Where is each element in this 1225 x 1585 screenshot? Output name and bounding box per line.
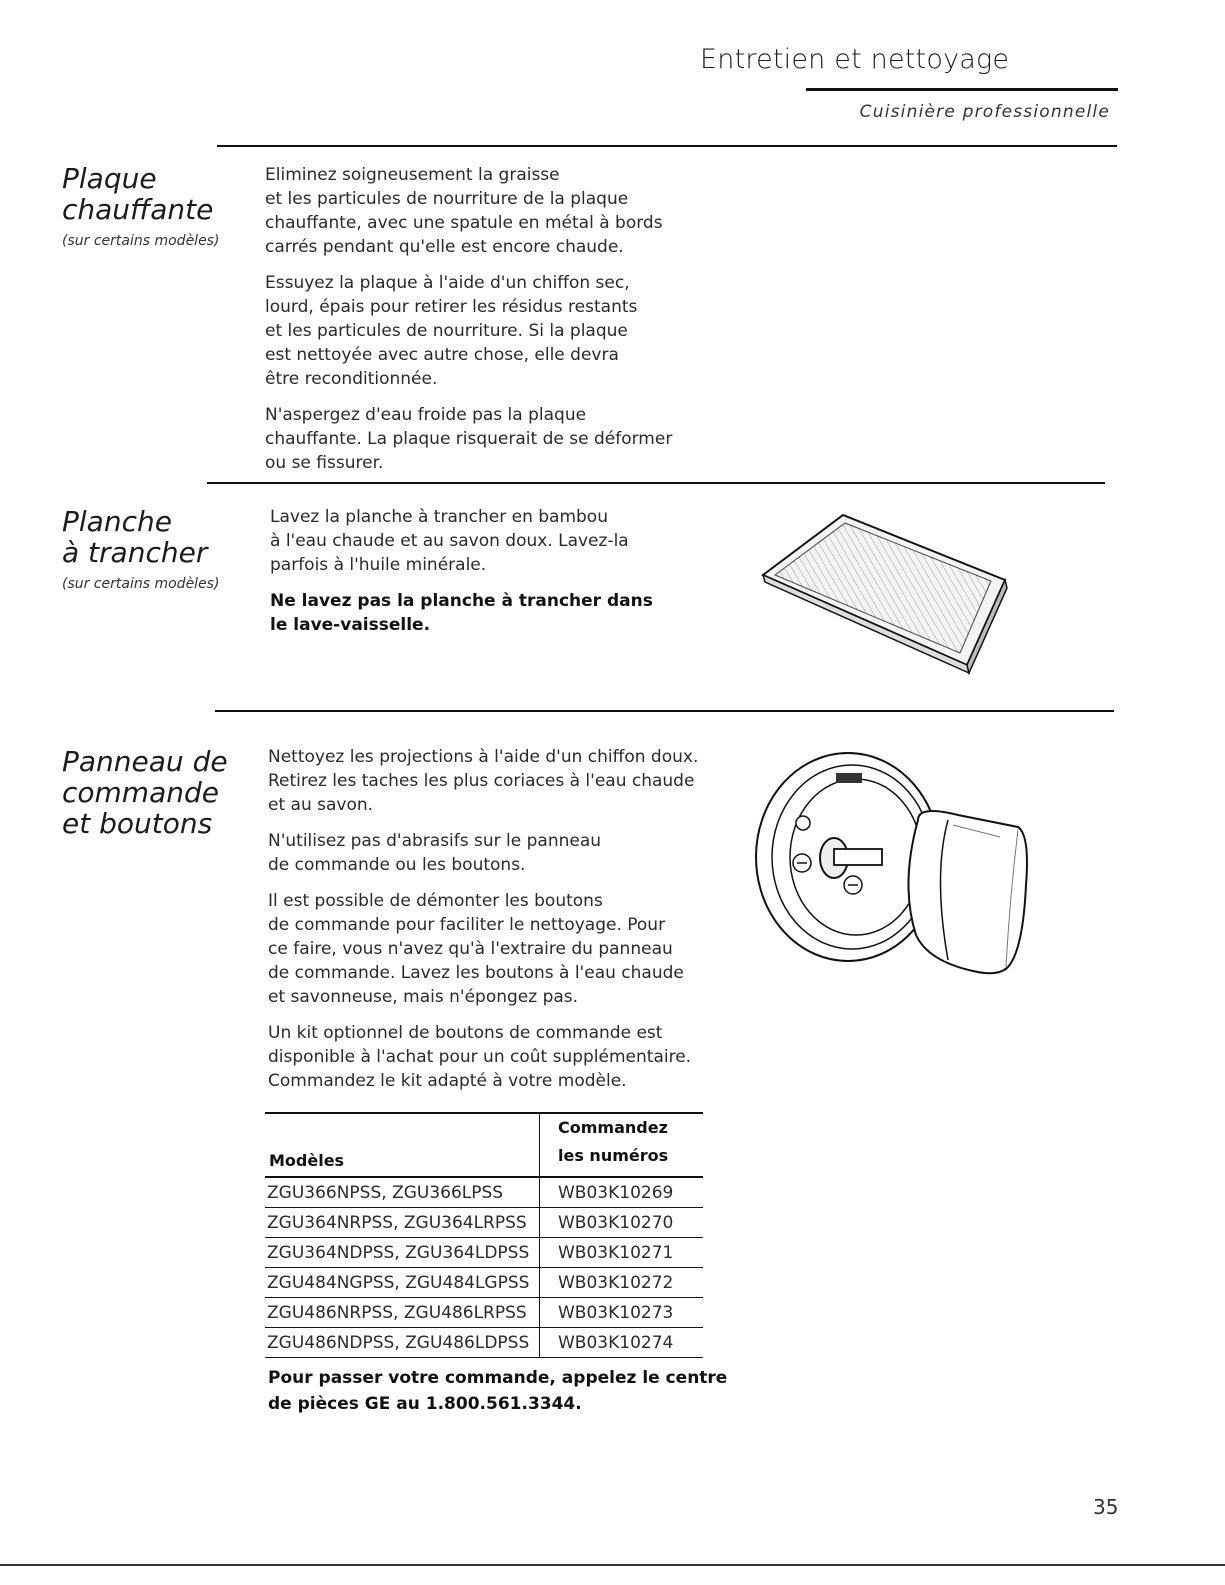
section-title-control-panel: Panneau de commande et boutons [62,745,228,840]
section-note-griddle: (sur certains modèles) [62,233,220,249]
parts-table-wrapper [265,1112,703,1358]
paragraph: N'utilisez pas d'abrasifs sur le panneau de commande ou les boutons. [268,831,602,875]
section-body-griddle [265,163,725,487]
warning-text: Ne lavez pas la planche à trancher dans le lave-vaisselle. [270,591,653,635]
paragraph: N'aspergez d'eau froide pas la plaque chauffante. La plaque risquerait de se déformer ou se fissurer. [265,405,673,473]
section-divider [215,710,1114,712]
model-cell: ZGU366NPSS, ZGU366LPSS [265,1177,540,1208]
cutting-board-icon [755,505,1015,680]
section-title-cutting-board: Planche à trancher [62,505,208,569]
page-number: 35 [1093,1495,1119,1519]
paragraph: Eliminez soigneusement la graisse et les particules de nourriture de la plaque chauffante, avec une spatule en métal à bords carrés pendant qu'elle est encore chaude. [265,165,663,257]
part-number-cell: WB03K10271 [540,1238,704,1268]
table-row [265,1238,703,1268]
model-cell: ZGU486NDPSS, ZGU486LDPSS [265,1328,540,1358]
table-header-part-numbers: Commandez les numéros [540,1113,704,1177]
paragraph: Lavez la planche à trancher en bambou à l'eau chaude et au savon doux. Lavez-la parfois à l'huile minérale. [270,507,629,575]
section-title-griddle: Plaque chauffante [62,162,214,226]
header-divider [806,88,1118,91]
paragraph: Essuyez la plaque à l'aide d'un chiffon sec, lourd, épais pour retirer les résidus restants et les particules de nourriture. Si la plaque est nettoyée avec autre chose, elle devra être reconditionnée. [265,273,638,389]
table-row [265,1208,703,1238]
page-header-title: Entretien et nettoyage [700,44,1010,75]
parts-table [265,1112,703,1358]
table-row [265,1268,703,1298]
part-number-cell: WB03K10274 [540,1328,704,1358]
section-body-control-panel [268,745,728,1105]
cutting-board-illustration [755,505,1015,680]
section-divider [217,145,1117,147]
section-divider [207,482,1105,484]
paragraph: Un kit optionnel de boutons de commande est disponible à l'achat pour un coût supplémentaire. Commandez le kit adapté à votre modèle. [268,1023,692,1091]
knob-illustration [748,745,1038,980]
table-header-models: Modèles [265,1113,540,1177]
control-knob-icon [748,745,1038,980]
page-header-subtitle: Cuisinière professionnelle [859,102,1110,122]
section-note-cutting-board: (sur certains modèles) [62,576,220,592]
paragraph: Nettoyez les projections à l'aide d'un chiffon doux. Retirez les taches les plus coriaces à l'eau chaude et au savon. [268,747,699,815]
paragraph: Il est possible de démonter les boutons de commande pour faciliter le nettoyage. Pour ce faire, vous n'avez qu'à l'extraire du panneau de commande. Lavez les boutons à l'eau chaude et savonneuse, mais n'épongez pas. [268,891,684,1007]
model-cell: ZGU486NRPSS, ZGU486LRPSS [265,1298,540,1328]
table-row [265,1177,703,1208]
part-number-cell: WB03K10273 [540,1298,704,1328]
model-cell: ZGU364NRPSS, ZGU364LRPSS [265,1208,540,1238]
part-number-cell: WB03K10270 [540,1208,704,1238]
model-cell: ZGU484NGPSS, ZGU484LGPSS [265,1268,540,1298]
page-bottom-edge [0,1564,1225,1566]
part-number-cell: WB03K10272 [540,1268,704,1298]
section-body-cutting-board [270,505,730,649]
order-note: Pour passer votre commande, appelez le centre de pièces GE au 1.800.561.3344. [268,1368,728,1414]
part-number-cell: WB03K10269 [540,1177,704,1208]
table-row [265,1298,703,1328]
table-row [265,1328,703,1358]
model-cell: ZGU364NDPSS, ZGU364LDPSS [265,1238,540,1268]
